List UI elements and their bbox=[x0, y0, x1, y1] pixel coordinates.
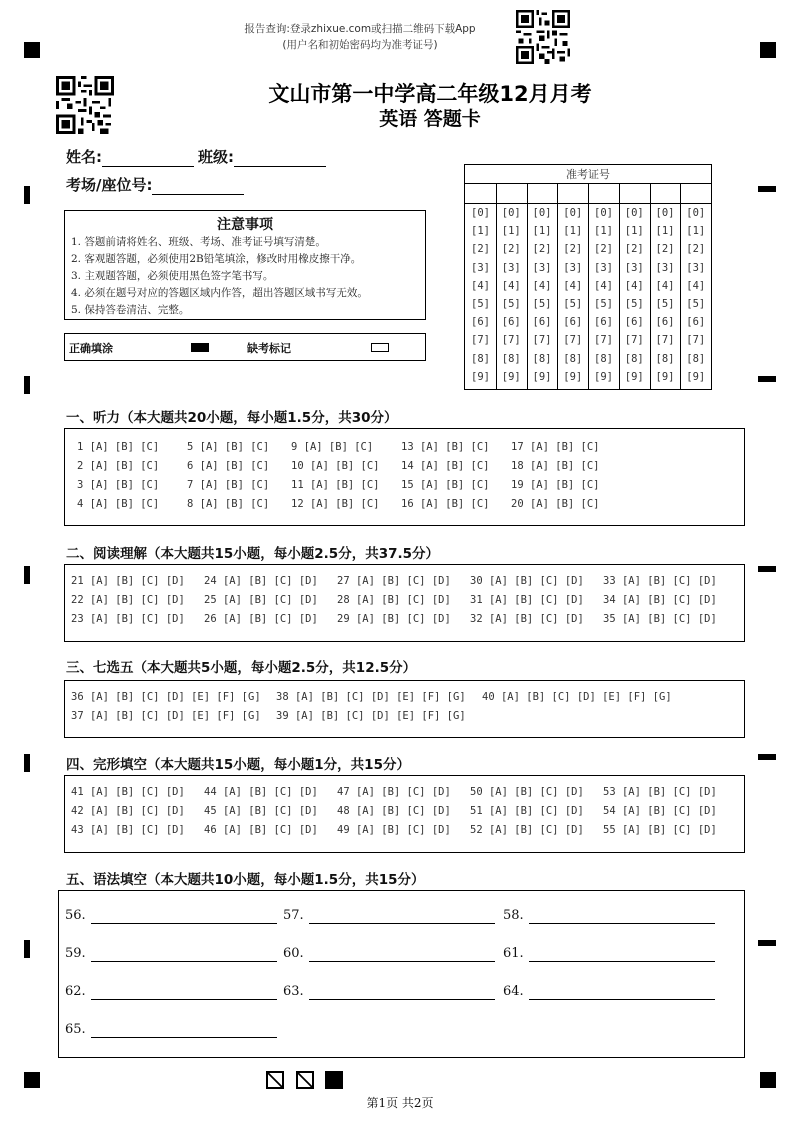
corner-mark-bottom-right bbox=[760, 1072, 776, 1088]
answer-bubble-group[interactable]: 50 [A] [B] [C] [D] bbox=[470, 786, 584, 798]
notice-item: 1. 答题前请将姓名、班级、考场、准考证号填写清楚。 bbox=[71, 236, 326, 248]
answer-blank-line[interactable] bbox=[309, 999, 495, 1000]
seat-field[interactable] bbox=[152, 179, 244, 195]
admission-digit-bubble[interactable]: [4] bbox=[563, 279, 583, 292]
name-class-row bbox=[66, 146, 326, 167]
admission-digit-bubble[interactable]: [5] bbox=[501, 298, 521, 310]
notice-item: 3. 主观题答题，必须使用黑色签字笔书写。 bbox=[71, 270, 274, 282]
admission-digit-bubble[interactable]: [2] bbox=[563, 243, 583, 256]
answer-bubble-group[interactable]: 26 [A] [B] [C] [D] bbox=[204, 613, 318, 625]
blank-number: 60. bbox=[283, 946, 304, 961]
admission-digit-bubble[interactable]: [2] bbox=[686, 243, 706, 256]
admission-digit-bubble[interactable]: [9] bbox=[471, 370, 490, 383]
answer-bubble-group[interactable]: 35 [A] [B] [C] [D] bbox=[603, 613, 717, 625]
admission-digit-bubble[interactable]: [0] bbox=[655, 207, 675, 219]
admission-digit-bubble[interactable]: [4] bbox=[532, 279, 552, 292]
admission-digit-bubble[interactable]: [7] bbox=[563, 334, 583, 347]
admission-digit-bubble[interactable]: [1] bbox=[624, 225, 644, 238]
admission-digit-bubble[interactable]: [3] bbox=[563, 261, 583, 274]
corner-mark-top-left bbox=[24, 42, 40, 58]
exam-subtitle: 英语 答题卡 bbox=[379, 108, 481, 130]
answer-bubble-group[interactable]: 2 [A] [B] [C] bbox=[77, 460, 160, 472]
answer-bubble-group[interactable]: 8 [A] [B] [C] bbox=[187, 498, 270, 510]
answer-bubble-group[interactable]: 25 [A] [B] [C] [D] bbox=[204, 594, 318, 606]
answer-blank-line[interactable] bbox=[309, 961, 495, 962]
answer-bubble-group[interactable]: 42 [A] [B] [C] [D] bbox=[71, 805, 185, 817]
admission-digit-bubble[interactable]: [9] bbox=[686, 370, 706, 383]
timing-mark-right bbox=[758, 376, 776, 382]
section-title: 四、完形填空（本大题共15小题，每小题1分，共15分） bbox=[66, 757, 410, 773]
fill-legend-box bbox=[64, 333, 426, 361]
answer-bubble-group[interactable]: 1 [A] [B] [C] bbox=[77, 441, 160, 453]
answer-bubble-group[interactable]: 13 [A] [B] [C] bbox=[401, 441, 490, 453]
answer-bubble-group[interactable]: 44 [A] [B] [C] [D] bbox=[204, 786, 318, 798]
seven-choose-five-box bbox=[64, 680, 745, 738]
answer-bubble-group[interactable]: 12 [A] [B] [C] bbox=[291, 498, 380, 510]
admission-digit-bubble[interactable]: [1] bbox=[563, 225, 583, 238]
cloze-answer-box bbox=[64, 775, 745, 853]
answer-bubble-group[interactable]: 34 [A] [B] [C] [D] bbox=[603, 594, 717, 606]
admission-digit-bubble[interactable]: [7] bbox=[686, 334, 706, 347]
timing-mark-right bbox=[758, 566, 776, 572]
admission-digit-bubble[interactable]: [9] bbox=[594, 370, 613, 383]
blank-number: 61. bbox=[503, 946, 524, 961]
admission-digit-bubble[interactable]: [0] bbox=[501, 207, 521, 219]
admission-digit-bubble[interactable]: [6] bbox=[471, 316, 490, 329]
admission-digit-bubble[interactable]: [5] bbox=[532, 298, 552, 310]
timing-mark-right bbox=[758, 186, 776, 192]
admission-digit-bubble[interactable]: [3] bbox=[686, 261, 706, 274]
answer-bubble-group[interactable]: 55 [A] [B] [C] [D] bbox=[603, 824, 717, 836]
admission-digit-bubble[interactable]: [4] bbox=[501, 279, 521, 292]
answer-bubble-group[interactable]: 46 [A] [B] [C] [D] bbox=[204, 824, 318, 836]
answer-blank-line[interactable] bbox=[529, 961, 715, 962]
admission-digit-bubble[interactable]: [7] bbox=[532, 334, 552, 347]
admission-digit-bubble[interactable]: [5] bbox=[655, 298, 675, 310]
admission-digit-bubble[interactable]: [7] bbox=[594, 334, 613, 347]
answer-bubble-group[interactable]: 33 [A] [B] [C] [D] bbox=[603, 575, 717, 587]
admission-digit-bubble[interactable]: [1] bbox=[655, 225, 675, 238]
timing-mark-left bbox=[24, 186, 30, 204]
answer-bubble-group[interactable]: 15 [A] [B] [C] bbox=[401, 479, 490, 491]
admission-digit-bubble[interactable]: [9] bbox=[501, 370, 521, 383]
admission-digit-bubble[interactable]: [0] bbox=[624, 207, 644, 219]
admission-digit-bubble[interactable]: [4] bbox=[471, 279, 490, 292]
section-title: 三、七选五（本大题共5小题，每小题2.5分，共12.5分） bbox=[66, 660, 417, 676]
seat-row bbox=[66, 174, 244, 195]
admission-title: 准考证号 bbox=[465, 165, 711, 184]
answer-bubble-group[interactable]: 43 [A] [B] [C] [D] bbox=[71, 824, 185, 836]
class-field[interactable] bbox=[234, 151, 326, 167]
timing-mark-left bbox=[24, 754, 30, 772]
admission-digit-bubble[interactable]: [0] bbox=[594, 207, 613, 219]
answer-bubble-group[interactable]: 3 [A] [B] [C] bbox=[77, 479, 160, 491]
reading-answer-box bbox=[64, 564, 745, 642]
section-title: 二、阅读理解（本大题共15小题，每小题2.5分，共37.5分） bbox=[66, 546, 440, 562]
answer-bubble-group[interactable]: 22 [A] [B] [C] [D] bbox=[71, 594, 185, 606]
admission-digit-bubble[interactable]: [8] bbox=[563, 352, 583, 365]
blank-number: 64. bbox=[503, 984, 524, 999]
admission-digit-bubble[interactable]: [2] bbox=[624, 243, 644, 256]
admission-digit-bubble[interactable]: [0] bbox=[686, 207, 706, 219]
notice-title: 注意事项 bbox=[217, 217, 273, 233]
answer-bubble-group[interactable]: 41 [A] [B] [C] [D] bbox=[71, 786, 185, 798]
notice-item: 2. 客观题答题，必须使用2B铅笔填涂，修改时用橡皮擦干净。 bbox=[71, 253, 362, 265]
answer-bubble-group[interactable]: 23 [A] [B] [C] [D] bbox=[71, 613, 185, 625]
name-field[interactable] bbox=[102, 151, 194, 167]
admission-digit-bubble[interactable]: [6] bbox=[563, 316, 583, 329]
admission-digit-bubble[interactable]: [5] bbox=[563, 298, 583, 310]
answer-bubble-group[interactable]: 6 [A] [B] [C] bbox=[187, 460, 270, 472]
admission-digit-bubble[interactable]: [1] bbox=[471, 225, 490, 238]
answer-bubble-group[interactable]: 20 [A] [B] [C] bbox=[511, 498, 600, 510]
admission-digit-bubble[interactable]: [0] bbox=[532, 207, 552, 219]
admission-digit-bubble[interactable]: [6] bbox=[624, 316, 644, 329]
admission-digit-bubble[interactable]: [6] bbox=[501, 316, 521, 329]
answer-bubble-group[interactable]: 32 [A] [B] [C] [D] bbox=[470, 613, 584, 625]
qr-code-icon bbox=[56, 76, 114, 134]
admission-digit-bubble[interactable]: [9] bbox=[655, 370, 675, 383]
admission-digit-bubble[interactable]: [7] bbox=[624, 334, 644, 347]
crossed-box-icon bbox=[296, 1071, 314, 1089]
answer-bubble-group[interactable]: 40 [A] [B] [C] [D] [E] [F] [G] bbox=[482, 691, 672, 703]
notice-item: 4. 必须在题号对应的答题区域内作答，超出答题区域书写无效。 bbox=[71, 287, 368, 299]
admission-digit-bubble[interactable]: [9] bbox=[624, 370, 644, 383]
admission-digit-bubble[interactable]: [2] bbox=[471, 243, 490, 256]
corner-mark-top-right bbox=[760, 42, 776, 58]
answer-bubble-group[interactable]: 27 [A] [B] [C] [D] bbox=[337, 575, 451, 587]
admission-digit-bubble[interactable]: [4] bbox=[655, 279, 675, 292]
blank-number: 65. bbox=[65, 1022, 86, 1037]
admission-digit-bubble[interactable]: [0] bbox=[471, 207, 490, 219]
answer-blank-line[interactable] bbox=[91, 923, 277, 924]
admission-digit-bubble[interactable]: [9] bbox=[563, 370, 583, 383]
answer-bubble-group[interactable]: 17 [A] [B] [C] bbox=[511, 441, 600, 453]
admission-digit-bubble[interactable]: [3] bbox=[624, 261, 644, 274]
answer-bubble-group[interactable]: 16 [A] [B] [C] bbox=[401, 498, 490, 510]
answer-bubble-group[interactable]: 31 [A] [B] [C] [D] bbox=[470, 594, 584, 606]
answer-bubble-group[interactable]: 51 [A] [B] [C] [D] bbox=[470, 805, 584, 817]
admission-digit-bubble[interactable]: [3] bbox=[655, 261, 675, 274]
admission-digit-bubble[interactable]: [6] bbox=[594, 316, 613, 329]
listening-answer-box bbox=[64, 428, 745, 526]
timing-mark-right bbox=[758, 940, 776, 946]
admission-digit-bubble[interactable]: [6] bbox=[686, 316, 706, 329]
admission-digit-bubble[interactable]: [4] bbox=[594, 279, 613, 292]
answer-blank-line[interactable] bbox=[529, 923, 715, 924]
answer-bubble-group[interactable]: 4 [A] [B] [C] bbox=[77, 498, 160, 510]
answer-bubble-group[interactable]: 29 [A] [B] [C] [D] bbox=[337, 613, 451, 625]
admission-digit-bubble[interactable]: [5] bbox=[471, 298, 490, 310]
report-query-line: 报告查询:登录zhixue.com或扫描二维码下载App bbox=[244, 23, 476, 35]
blank-number: 59. bbox=[65, 946, 86, 961]
answer-bubble-group[interactable]: 54 [A] [B] [C] [D] bbox=[603, 805, 717, 817]
admission-digit-bubble[interactable]: [9] bbox=[532, 370, 552, 383]
notice-item: 5. 保持答卷清洁、完整。 bbox=[71, 304, 190, 316]
admission-digit-bubble[interactable]: [5] bbox=[624, 298, 644, 310]
answer-blank-line[interactable] bbox=[91, 961, 277, 962]
answer-bubble-group[interactable]: 49 [A] [B] [C] [D] bbox=[337, 824, 451, 836]
answer-blank-line[interactable] bbox=[529, 999, 715, 1000]
answer-bubble-group[interactable]: 48 [A] [B] [C] [D] bbox=[337, 805, 451, 817]
absent-mark-checkbox[interactable] bbox=[371, 343, 389, 352]
answer-bubble-group[interactable]: 7 [A] [B] [C] bbox=[187, 479, 270, 491]
admission-digit-bubble[interactable]: [2] bbox=[501, 243, 521, 256]
admission-digit-bubble[interactable]: [5] bbox=[594, 298, 613, 310]
section-title: 一、听力（本大题共20小题，每小题1.5分，共30分） bbox=[66, 410, 398, 426]
class-label: 班级: bbox=[198, 148, 234, 166]
admission-digit-bubble[interactable]: [0] bbox=[563, 207, 583, 219]
blank-number: 58. bbox=[503, 908, 524, 923]
admission-digit-bubble[interactable]: [8] bbox=[655, 352, 675, 365]
correct-fill-sample-icon bbox=[191, 343, 209, 352]
answer-bubble-group[interactable]: 28 [A] [B] [C] [D] bbox=[337, 594, 451, 606]
admission-digit-bubble[interactable]: [7] bbox=[501, 334, 521, 347]
timing-mark-left bbox=[24, 940, 30, 958]
answer-bubble-group[interactable]: 36 [A] [B] [C] [D] [E] [F] [G] bbox=[71, 691, 261, 703]
answer-bubble-group[interactable]: 10 [A] [B] [C] bbox=[291, 460, 380, 472]
admission-digit-bubble[interactable]: [8] bbox=[686, 352, 706, 365]
answer-bubble-group[interactable]: 47 [A] [B] [C] [D] bbox=[337, 786, 451, 798]
page-number: 第1页 共2页 bbox=[366, 1096, 434, 1110]
admission-digit-bubble[interactable]: [1] bbox=[532, 225, 552, 238]
admission-digit-bubble[interactable]: [1] bbox=[686, 225, 706, 238]
blank-number: 57. bbox=[283, 908, 304, 923]
correct-fill-label: 正确填涂 bbox=[69, 342, 113, 355]
answer-bubble-group[interactable]: 11 [A] [B] [C] bbox=[291, 479, 380, 491]
section-title: 五、语法填空（本大题共10小题，每小题1.5分，共15分） bbox=[66, 872, 425, 888]
admission-digit-bubble[interactable]: [4] bbox=[686, 279, 706, 292]
absent-mark-label: 缺考标记 bbox=[247, 342, 291, 355]
admission-digit-bubble[interactable]: [8] bbox=[501, 352, 521, 365]
filled-box-icon bbox=[325, 1071, 343, 1089]
qr-code-icon bbox=[516, 10, 570, 64]
blank-number: 63. bbox=[283, 984, 304, 999]
answer-bubble-group[interactable]: 9 [A] [B] [C] bbox=[291, 441, 374, 453]
report-credentials-line: (用户名和初始密码均为准考证号) bbox=[282, 39, 438, 51]
answer-bubble-group[interactable]: 5 [A] [B] [C] bbox=[187, 441, 270, 453]
blank-number: 56. bbox=[65, 908, 86, 923]
notice-box bbox=[64, 210, 426, 320]
corner-mark-bottom-left bbox=[24, 1072, 40, 1088]
answer-bubble-group[interactable]: 37 [A] [B] [C] [D] [E] [F] [G] bbox=[71, 710, 261, 722]
exam-title: 文山市第一中学高二年级12月月考 bbox=[268, 82, 592, 106]
blank-number: 62. bbox=[65, 984, 86, 999]
admission-digit-bubble[interactable]: [6] bbox=[532, 316, 552, 329]
admission-digit-bubble[interactable]: [1] bbox=[501, 225, 521, 238]
admission-digit-bubble[interactable]: [4] bbox=[624, 279, 644, 292]
admission-digit-bubble[interactable]: [5] bbox=[686, 298, 706, 310]
admission-digit-bubble[interactable]: [8] bbox=[594, 352, 613, 365]
admission-digit-bubble[interactable]: [7] bbox=[471, 334, 490, 347]
answer-bubble-group[interactable]: 21 [A] [B] [C] [D] bbox=[71, 575, 185, 587]
answer-bubble-group[interactable]: 52 [A] [B] [C] [D] bbox=[470, 824, 584, 836]
admission-digit-bubble[interactable]: [1] bbox=[594, 225, 613, 238]
admission-number-box bbox=[464, 164, 712, 390]
answer-bubble-group[interactable]: 45 [A] [B] [C] [D] bbox=[204, 805, 318, 817]
timing-mark-left bbox=[24, 376, 30, 394]
admission-digit-bubble[interactable]: [2] bbox=[532, 243, 552, 256]
admission-digit-bubble[interactable]: [7] bbox=[655, 334, 675, 347]
admission-digit-bubble[interactable]: [3] bbox=[501, 261, 521, 274]
grammar-fill-box bbox=[58, 890, 745, 1058]
admission-digit-bubble[interactable]: [6] bbox=[655, 316, 675, 329]
crossed-box-icon bbox=[266, 1071, 284, 1089]
admission-digit-bubble[interactable]: [3] bbox=[471, 261, 490, 274]
admission-digit-bubble[interactable]: [2] bbox=[655, 243, 675, 256]
admission-digit-bubble[interactable]: [8] bbox=[624, 352, 644, 365]
answer-bubble-group[interactable]: 53 [A] [B] [C] [D] bbox=[603, 786, 717, 798]
answer-bubble-group[interactable]: 30 [A] [B] [C] [D] bbox=[470, 575, 584, 587]
admission-digit-bubble[interactable]: [8] bbox=[532, 352, 552, 365]
answer-bubble-group[interactable]: 39 [A] [B] [C] [D] [E] [F] [G] bbox=[276, 710, 466, 722]
answer-bubble-group[interactable]: 14 [A] [B] [C] bbox=[401, 460, 490, 472]
seat-label: 考场/座位号: bbox=[66, 176, 153, 194]
name-label: 姓名: bbox=[66, 148, 102, 166]
timing-mark-right bbox=[758, 754, 776, 760]
admission-digit-bubble[interactable]: [3] bbox=[594, 261, 613, 274]
admission-digit-bubble[interactable]: [3] bbox=[532, 261, 552, 274]
answer-blank-line[interactable] bbox=[91, 1037, 277, 1038]
timing-mark-left bbox=[24, 566, 30, 584]
admission-digit-bubble[interactable]: [8] bbox=[471, 352, 490, 365]
answer-blank-line[interactable] bbox=[309, 923, 495, 924]
admission-digit-bubble[interactable]: [2] bbox=[594, 243, 613, 256]
answer-bubble-group[interactable]: 19 [A] [B] [C] bbox=[511, 479, 600, 491]
answer-bubble-group[interactable]: 38 [A] [B] [C] [D] [E] [F] [G] bbox=[276, 691, 466, 703]
answer-blank-line[interactable] bbox=[91, 999, 277, 1000]
answer-bubble-group[interactable]: 24 [A] [B] [C] [D] bbox=[204, 575, 318, 587]
answer-bubble-group[interactable]: 18 [A] [B] [C] bbox=[511, 460, 600, 472]
